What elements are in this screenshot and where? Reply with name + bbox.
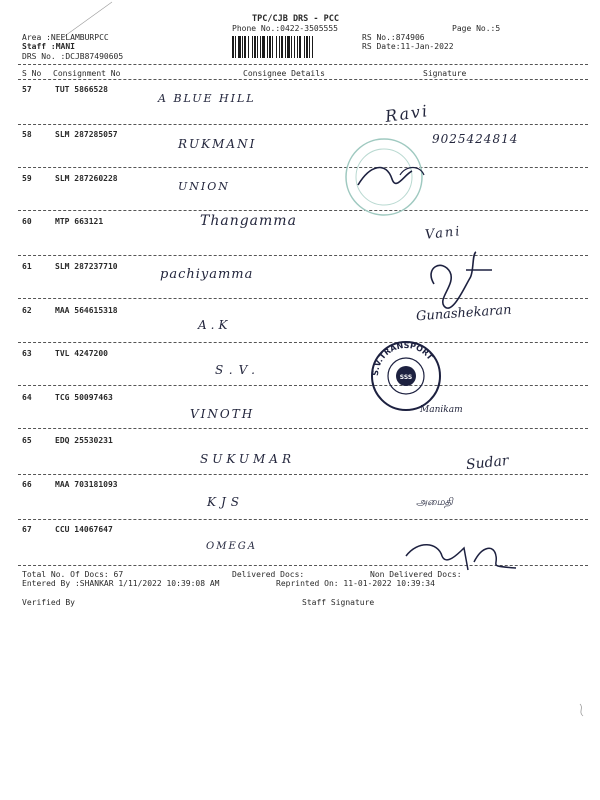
row-consignment-no: MAA 564615318: [55, 306, 118, 315]
row-consignment-no: TVL 4247200: [55, 349, 108, 358]
row-consignee-handwritten: UNION: [178, 180, 230, 193]
column-header-divider: [18, 79, 588, 80]
non-delivered-docs: Non Delivered Docs:: [370, 570, 462, 579]
document-title: TPC/CJB DRS - PCC: [252, 14, 339, 24]
row-divider: [18, 474, 588, 475]
entered-by: Entered By :SHANKAR 1/11/2022 10:39:08 AM: [22, 579, 220, 588]
row-sno: 60: [22, 217, 32, 226]
row-divider: [18, 342, 588, 343]
column-header-sno: S No: [22, 69, 42, 78]
stamp-center-text: SSS: [399, 374, 413, 381]
row-consignee-handwritten: S.V.: [215, 363, 261, 377]
row-sno: 63: [22, 349, 32, 358]
row-signature: 9025424814: [432, 132, 519, 146]
verified-by: Verified By: [22, 598, 75, 607]
page-number: Page No.:5: [452, 24, 501, 33]
barcode: [232, 36, 356, 58]
row-sno: 67: [22, 525, 32, 534]
row-consignee-handwritten: VINOTH: [190, 407, 255, 421]
row-signature: Sudar: [465, 452, 510, 474]
row-consignee-handwritten: RUKMANI: [178, 137, 257, 151]
row-consignee-handwritten: OMEGA: [206, 541, 257, 552]
staff-field: Staff :MANI: [22, 42, 75, 51]
row-consignment-no: MTP 663121: [55, 217, 104, 226]
rs-date: RS Date:11-Jan-2022: [362, 42, 454, 51]
round-stamp-faint: [340, 135, 440, 225]
column-header-consignment: Consignment No: [53, 69, 121, 78]
row-sno: 57: [22, 85, 32, 94]
row-divider: [18, 124, 588, 125]
delivered-docs: Delivered Docs:: [232, 570, 305, 579]
row-divider: [18, 255, 588, 256]
transport-round-stamp: [368, 338, 448, 418]
row-consignment-no: EDQ 25530231: [55, 436, 113, 445]
scan-speck: [576, 700, 590, 720]
drs-number: DRS No. :DCJB87490605: [22, 52, 124, 61]
row-sno: 66: [22, 480, 32, 489]
row-consignee-handwritten: KJS: [207, 495, 244, 509]
row-divider: [18, 210, 588, 211]
stamp-text: S.V.TRANSPORT: [370, 340, 435, 377]
row-signature: அமைதி: [416, 497, 453, 508]
row-consignment-no: TUT 5866528: [55, 85, 108, 94]
phone-number: Phone No.:0422-3505555: [232, 24, 338, 33]
column-header-consignee: Consignee Details: [243, 69, 325, 78]
total-docs: Total No. Of Docs: 67: [22, 570, 124, 579]
header-divider: [18, 64, 588, 65]
row-sno: 62: [22, 306, 32, 315]
row-consignment-no: MAA 703181093: [55, 480, 118, 489]
row-divider: [18, 298, 588, 299]
row-consignee-handwritten: A BLUE HILL: [158, 92, 256, 105]
row-consignment-no: CCU 14067647: [55, 525, 113, 534]
rs-number: RS No.:874906: [362, 33, 425, 42]
row-consignment-no: SLM 287285057: [55, 130, 118, 139]
reprinted-on: Reprinted On: 11-01-2022 10:39:34: [276, 579, 435, 588]
row-sno: 65: [22, 436, 32, 445]
column-header-signature: Signature: [423, 69, 467, 78]
row-consignee-handwritten: A.K: [198, 318, 232, 332]
row-signature: Ravi: [383, 101, 431, 126]
row-divider: [18, 519, 588, 520]
row-divider: [18, 428, 588, 429]
row-sno: 58: [22, 130, 32, 139]
row-sno: 59: [22, 174, 32, 183]
row-consignee-handwritten: pachiyamma: [160, 267, 254, 282]
row-sno: 64: [22, 393, 32, 402]
row-signature: Gunashekaran: [415, 302, 513, 325]
row-consignee-handwritten: SUKUMAR: [200, 452, 295, 466]
area-field: Area :NEELAMBURPCC: [22, 33, 109, 42]
staff-signature-label: Staff Signature: [302, 598, 375, 607]
row-consignment-no: TCG 50097463: [55, 393, 113, 402]
row-divider: [18, 167, 588, 168]
row-consignment-no: SLM 287260228: [55, 174, 118, 183]
row-sno: 61: [22, 262, 32, 271]
row-divider: [18, 385, 588, 386]
row-consignment-no: SLM 287237710: [55, 262, 118, 271]
barcode-bar: [313, 36, 316, 58]
row-signature: Manikam: [420, 405, 463, 415]
signature-scribble-61: [420, 248, 500, 328]
row-consignee-handwritten: Thangamma: [200, 213, 297, 229]
row-signature: Vani: [424, 224, 463, 243]
